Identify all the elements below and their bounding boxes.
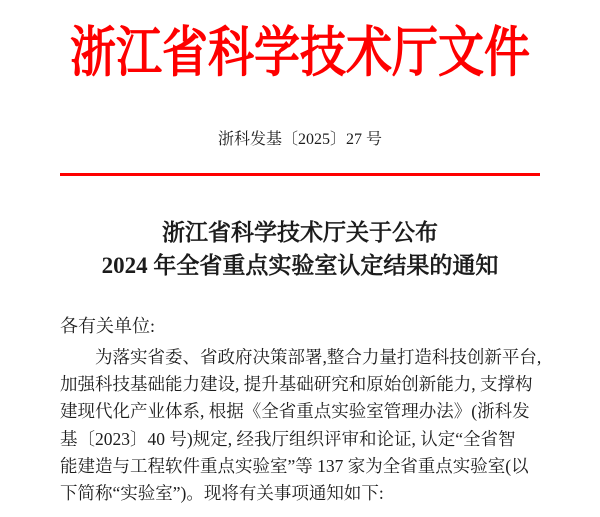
notice-title-line-2: 2024 年全省重点实验室认定结果的通知 <box>101 253 499 278</box>
document-number: 浙科发基〔2025〕27 号 <box>217 131 382 148</box>
body-line: 基〔2023〕40 号)规定, 经我厅组织评审和论证, 认定“全省智 <box>60 428 516 449</box>
body-paragraph <box>60 344 548 507</box>
body-line: 为落实省委、省政府决策部署,整合力量打造科技创新平台, <box>95 347 542 367</box>
notice-title <box>0 216 600 282</box>
salutation: 各有关单位: <box>60 316 156 336</box>
agency-letterhead-title: 浙江省科学技术厅文件 <box>70 22 530 83</box>
body-line: 下简称“实验室”)。现将有关事项通知如下: <box>60 483 384 504</box>
body-line: 能建造与工程软件重点实验室”等 137 家为全省重点实验室(以 <box>60 455 529 476</box>
red-divider-line <box>60 173 540 176</box>
notice-title-line-1: 浙江省科学技术厅关于公布 <box>162 220 438 245</box>
body-line: 建现代化产业体系, 根据《全省重点实验室管理办法》(浙科发 <box>60 401 530 422</box>
body-line: 加强科技基础能力建设, 提升基础研究和原始创新能力, 支撑构 <box>60 374 533 395</box>
